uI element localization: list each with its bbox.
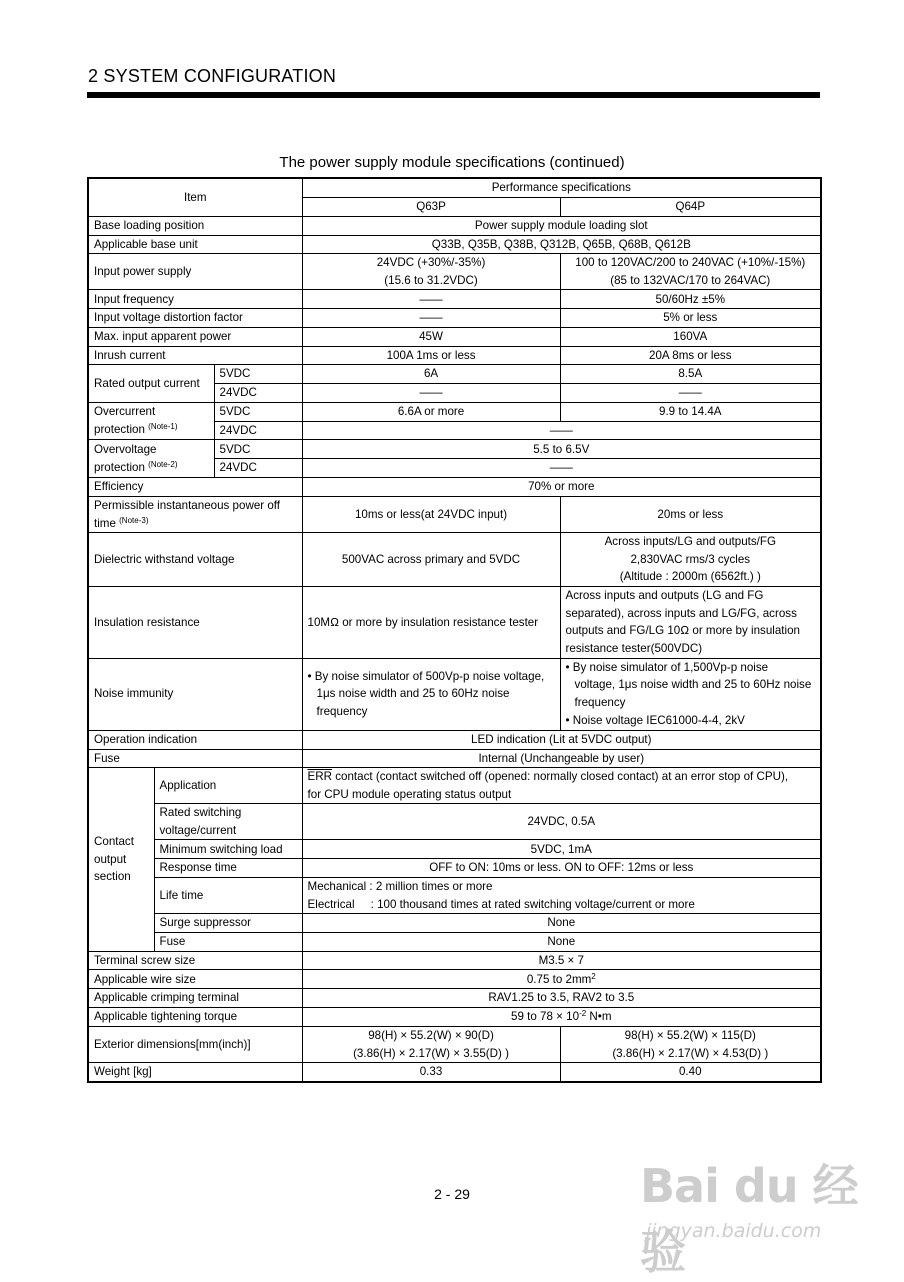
table-row [88, 768, 821, 804]
row-label: Operation indication [88, 730, 302, 749]
row-label: Weight [kg] [88, 1063, 302, 1082]
section-title: 2 SYSTEM CONFIGURATION [88, 66, 337, 86]
table-row [88, 933, 821, 952]
text-line: • Noise voltage IEC61000-4-4, 2kV [565, 713, 745, 727]
row-value-q63p: —— [302, 384, 560, 403]
table-row [88, 587, 821, 658]
row-value [302, 878, 821, 914]
text-line: • By noise simulator of 500Vp-p noise voltage, [307, 669, 545, 683]
model-header-q64p: Q64P [560, 197, 821, 216]
text-line: Across inputs/LG and outputs/FG [604, 535, 776, 549]
text-line: contact (contact switched off (opened: normally closed contact) at an error stop of CPU), [332, 770, 789, 784]
row-value-q63p: 45W [302, 327, 560, 346]
text-line: Rated switching [159, 806, 242, 820]
row-label: Input voltage distortion factor [88, 309, 302, 328]
row-value-q64p: 5% or less [560, 309, 821, 328]
text-line: separated), across inputs and LG/FG, across [565, 606, 797, 620]
table-row [88, 658, 821, 730]
row-value: None [302, 933, 821, 952]
row-value-q64p: 20ms or less [560, 496, 821, 532]
row-value-q63p [302, 658, 560, 730]
sub-label: Application [154, 768, 302, 804]
row-label: Applicable base unit [88, 235, 302, 254]
row-label: Base loading position [88, 216, 302, 235]
text-line: • By noise simulator of 1,500Vp-p noise [565, 660, 769, 674]
row-value-q63p: 100A 1ms or less [302, 346, 560, 365]
text-line: (15.6 to 31.2VDC) [384, 273, 478, 287]
row-value: Power supply module loading slot [302, 216, 821, 235]
text-line: voltage/current [159, 823, 237, 837]
table-row [88, 254, 821, 290]
row-value-q64p: 50/60Hz ±5% [560, 290, 821, 309]
table-row [88, 859, 821, 878]
row-value-q64p: 160VA [560, 327, 821, 346]
row-label [88, 402, 214, 440]
table-row [88, 1008, 821, 1027]
table-row [88, 840, 821, 859]
row-label: Efficiency [88, 477, 302, 496]
table-row [88, 235, 821, 254]
table-row [88, 951, 821, 970]
text-line: Across inputs and outputs (LG and FG [565, 589, 764, 603]
row-label: Exterior dimensions[mm(inch)] [88, 1027, 302, 1063]
text-line: 98(H) × 55.2(W) × 90(D) [368, 1029, 494, 1043]
row-value-q63p: 6.6A or more [302, 402, 560, 421]
note-ref: (Note-3) [119, 515, 149, 525]
contact-group-label [88, 768, 154, 952]
row-label: Fuse [88, 749, 302, 768]
text-line: Contact [94, 835, 134, 849]
row-value [302, 768, 821, 804]
row-label [88, 440, 214, 478]
row-value-q64p: 0.40 [560, 1063, 821, 1082]
text-line: 100 to 120VAC/200 to 240VAC (+10%/-15%) [575, 256, 806, 270]
model-header-q63p: Q63P [302, 197, 560, 216]
text-line: 24VDC (+30%/-35%) [376, 256, 486, 270]
row-label: Terminal screw size [88, 951, 302, 970]
row-value: RAV1.25 to 3.5, RAV2 to 3.5 [302, 989, 821, 1008]
table-row [88, 402, 821, 421]
row-value-q63p: 10ms or less(at 24VDC input) [302, 496, 560, 532]
row-value [302, 970, 821, 989]
row-label: Dielectric withstand voltage [88, 533, 302, 587]
row-value-q63p: —— [302, 290, 560, 309]
row-value [302, 1008, 821, 1027]
table-row [88, 365, 821, 384]
text-line: Overcurrent [94, 405, 156, 419]
table-caption: The power supply module specifications (continued) [279, 154, 625, 171]
row-value: —— [302, 421, 821, 440]
perf-header: Performance specifications [302, 178, 821, 197]
row-label: Input frequency [88, 290, 302, 309]
text-line: 0.75 to 2mm [526, 972, 592, 986]
text-line: for CPU module operating status output [307, 787, 512, 801]
row-value-q63p: 500VAC across primary and 5VDC [302, 533, 560, 587]
sub-label: 24VDC [214, 459, 302, 478]
table-row [88, 178, 821, 197]
table-row [88, 970, 821, 989]
table-row [88, 749, 821, 768]
text-line: protection [94, 423, 145, 437]
text-line: Electrical : 100 thousand times at rated switching voltage/current or more [307, 897, 695, 911]
row-value: Internal (Unchangeable by user) [302, 749, 821, 768]
sub-label: Response time [154, 859, 302, 878]
row-label: Applicable tightening torque [88, 1008, 302, 1027]
row-value-q63p: 0.33 [302, 1063, 560, 1082]
text-line: (85 to 132VAC/170 to 264VAC) [610, 273, 771, 287]
superscript: 2 [591, 971, 596, 981]
sub-label: 5VDC [214, 440, 302, 459]
row-value: 70% or more [302, 477, 821, 496]
sub-label: Surge suppressor [154, 914, 302, 933]
item-header: Item [88, 178, 302, 216]
row-value: —— [302, 459, 821, 478]
text-line: resistance tester(500VDC) [565, 641, 703, 655]
note-ref: (Note-1) [148, 422, 178, 432]
table-row [88, 730, 821, 749]
note-ref: (Note-2) [148, 459, 178, 469]
table-row [88, 477, 821, 496]
row-value-q64p [560, 1027, 821, 1063]
text-line: frequency [316, 704, 368, 718]
text-line: voltage, 1μs noise width and 25 to 60Hz noise [574, 678, 812, 692]
row-value-q64p [560, 533, 821, 587]
row-value: 24VDC, 0.5A [302, 804, 821, 840]
page-number: 2 - 29 [434, 1186, 470, 1202]
row-label: Applicable wire size [88, 970, 302, 989]
row-label: Applicable crimping terminal [88, 989, 302, 1008]
text-line: N•m [586, 1010, 612, 1024]
baidu-watermark [640, 1150, 870, 1279]
table-row [88, 1027, 821, 1063]
watermark-url: jingyan.baidu.com [646, 1220, 822, 1242]
table-row [88, 216, 821, 235]
text-line: outputs and FG/LG 10Ω or more by insulation [565, 624, 800, 638]
table-row [88, 1063, 821, 1082]
row-label: Insulation resistance [88, 587, 302, 658]
row-value-q64p [560, 587, 821, 658]
table-row [88, 878, 821, 914]
watermark-logo: Bai du 经验 [640, 1159, 858, 1279]
row-value: None [302, 914, 821, 933]
row-value: OFF to ON: 10ms or less. ON to OFF: 12ms or less [302, 859, 821, 878]
text-line: Permissible instantaneous power off [94, 498, 281, 512]
row-label: Inrush current [88, 346, 302, 365]
table-row [88, 327, 821, 346]
table-row [88, 440, 821, 459]
sub-label: 24VDC [214, 384, 302, 403]
header-rule [87, 92, 820, 98]
table-row [88, 533, 821, 587]
text-line: (3.86(H) × 2.17(W) × 4.53(D) ) [612, 1046, 769, 1060]
sub-label: Life time [154, 878, 302, 914]
text-line: frequency [574, 696, 626, 709]
text-line: time [94, 516, 116, 530]
text-line: (Altitude : 2000m (6562ft.) ) [619, 570, 761, 584]
table-row [88, 804, 821, 840]
row-value-q64p: —— [560, 384, 821, 403]
row-value-q64p: 9.9 to 14.4A [560, 402, 821, 421]
text-line: (3.86(H) × 2.17(W) × 3.55(D) ) [353, 1046, 509, 1060]
table-row [88, 290, 821, 309]
spec-table [87, 177, 822, 1083]
sub-label: Fuse [154, 933, 302, 952]
row-value: M3.5 × 7 [302, 951, 821, 970]
text-line: 98(H) × 55.2(W) × 115(D) [624, 1029, 756, 1043]
row-value-q63p [302, 254, 560, 290]
text-line: 1μs noise width and 25 to 60Hz noise [316, 687, 510, 701]
row-value-q64p: 8.5A [560, 365, 821, 384]
sub-label: 24VDC [214, 421, 302, 440]
row-label [88, 496, 302, 532]
table-row [88, 989, 821, 1008]
table-row [88, 309, 821, 328]
row-value-q64p [560, 658, 821, 730]
table-row [88, 346, 821, 365]
text-line: protection [94, 460, 145, 474]
sub-label: 5VDC [214, 365, 302, 384]
row-label: Rated output current [88, 365, 214, 403]
row-value: 5VDC, 1mA [302, 840, 821, 859]
row-value: 5.5 to 6.5V [302, 440, 821, 459]
row-label: Max. input apparent power [88, 327, 302, 346]
sub-label: 5VDC [214, 402, 302, 421]
err-label: $\overline{ERR}$ [307, 770, 333, 784]
sub-label: Minimum switching load [154, 840, 302, 859]
text-line: Overvoltage [94, 443, 157, 457]
superscript: -2 [579, 1009, 587, 1019]
table-row [88, 914, 821, 933]
row-value-q64p: 20A 8ms or less [560, 346, 821, 365]
row-value: Q33B, Q35B, Q38B, Q312B, Q65B, Q68B, Q612B [302, 235, 821, 254]
text-line: Mechanical : 2 million times or more [307, 880, 493, 894]
row-value-q63p: 10MΩ or more by insulation resistance tester [302, 587, 560, 658]
row-label: Noise immunity [88, 658, 302, 730]
row-value-q63p [302, 1027, 560, 1063]
text-line: section [94, 870, 131, 884]
text-line: output [94, 852, 127, 866]
text-line: 2,830VAC rms/3 cycles [630, 552, 751, 566]
table-row [88, 496, 821, 532]
row-value: LED indication (Lit at 5VDC output) [302, 730, 821, 749]
row-value-q63p: 6A [302, 365, 560, 384]
sub-label [154, 804, 302, 840]
row-label: Input power supply [88, 254, 302, 290]
row-value-q64p [560, 254, 821, 290]
row-value-q63p: —— [302, 309, 560, 328]
text-line: 59 to 78 × 10 [511, 1010, 580, 1024]
